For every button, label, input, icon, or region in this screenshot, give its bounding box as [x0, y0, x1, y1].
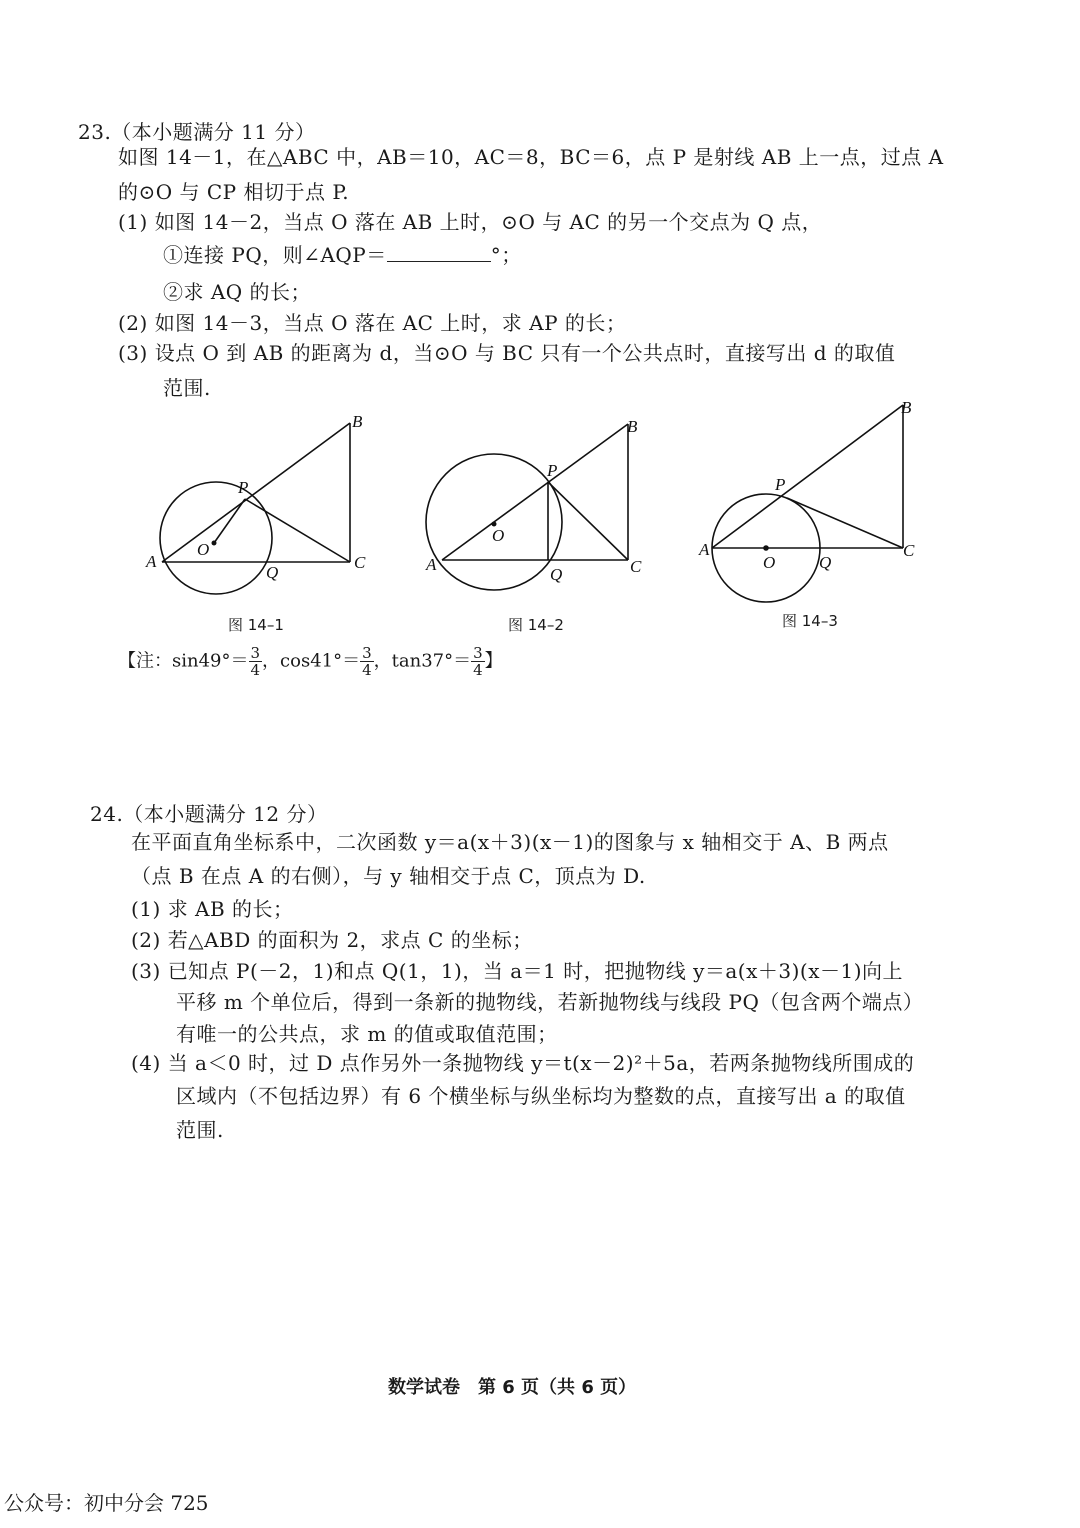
- fig3-label-q: Q: [819, 553, 832, 572]
- q23-part1b: ②求 AQ 的长；: [163, 280, 312, 304]
- fig2-label-o: O: [492, 526, 505, 545]
- q23-part2: (2) 如图 14－3，当点 O 落在 AC 上时，求 AP 的长；: [118, 311, 627, 335]
- q24-part3a: (3) 已知点 P(－2，1)和点 Q(1，1)，当 a＝1 时，把抛物线 y＝a(x＋3)(x－1)向上: [131, 959, 904, 983]
- fig1-segment-ab: [162, 423, 350, 562]
- page-footer: 数学试卷 第 6 页（共 6 页）: [388, 1377, 637, 1398]
- fig1-point-o: [212, 541, 217, 546]
- q23-part3: (3) 设点 O 到 AB 的距离为 d，当⊙O 与 BC 只有一个公共点时，直接写出 d 的取值: [118, 341, 896, 365]
- note-sin: sin49°＝: [172, 650, 249, 672]
- figure-14-3: [695, 395, 935, 610]
- note-fraction-1: [249, 645, 263, 678]
- q23-part3b: 范围.: [163, 376, 211, 400]
- fig1-label-b: B: [352, 412, 363, 431]
- fig2-caption: 图 14–2: [508, 616, 564, 634]
- q23-part1a-post: °；: [490, 243, 522, 267]
- fig1-segment-pc: [245, 499, 350, 562]
- fig3-label-o: O: [763, 553, 776, 572]
- note-close: 】: [484, 650, 503, 672]
- fig2-label-a: A: [426, 555, 437, 574]
- fig1-label-q: Q: [266, 563, 279, 582]
- q24-line1: 在平面直角坐标系中，二次函数 y＝a(x＋3)(x－1)的图象与 x 轴相交于 A、B 两点: [131, 830, 889, 854]
- fig2-segment-pc: [548, 482, 628, 560]
- fig3-label-a: A: [699, 540, 710, 559]
- fig3-label-c: C: [903, 541, 915, 560]
- note-fraction-2: [360, 645, 374, 678]
- fig1-label-a: A: [146, 552, 157, 571]
- watermark-text: 公众号：初中分会 725: [4, 1491, 209, 1515]
- answer-blank: [387, 243, 491, 262]
- q24-header: 24.（本小题满分 12 分）: [90, 802, 328, 826]
- q24-part4b: 区域内（不包括边界）有 6 个横坐标与纵坐标均为整数的点，直接写出 a 的取值: [176, 1084, 906, 1108]
- fig3-label-p: P: [775, 475, 786, 494]
- q23-header: 23.（本小题满分 11 分）: [78, 120, 316, 144]
- figure-14-2: [420, 410, 660, 605]
- fraction-numerator: 3: [362, 644, 372, 662]
- note-open: 【注：: [118, 650, 172, 672]
- note-cos: ，cos41°＝: [262, 650, 361, 672]
- q24-part2: (2) 若△ABD 的面积为 2，求点 C 的坐标；: [131, 928, 533, 952]
- q23-line1: 如图 14－1，在△ABC 中，AB＝10，AC＝8，BC＝6，点 P 是射线 AB 上一点，过点 A: [118, 145, 944, 169]
- q23-part1: (1) 如图 14－2，当点 O 落在 AB 上时，⊙O 与 AC 的另一个交点为 Q 点，: [118, 210, 823, 234]
- fig3-label-b: B: [901, 398, 912, 417]
- fig3-caption: 图 14–3: [782, 612, 838, 630]
- fig2-segment-ab: [442, 424, 628, 560]
- fig1-label-p: P: [238, 478, 249, 497]
- fig3-segment-pc: [787, 498, 903, 548]
- fig3-segment-ab: [712, 405, 903, 548]
- fig2-label-c: C: [630, 557, 642, 576]
- q24-part3c: 有唯一的公共点，求 m 的值或取值范围；: [176, 1022, 558, 1046]
- fig1-label-o: O: [197, 540, 210, 559]
- q23-part1a-pre: ①连接 PQ，则∠AQP＝: [163, 243, 387, 267]
- figure-14-1: [130, 405, 390, 605]
- q24-part3b: 平移 m 个单位后，得到一条新的抛物线，若新抛物线与线段 PQ（包含两个端点）: [176, 990, 924, 1014]
- fraction-denominator: 4: [250, 661, 261, 679]
- q23-line2: 的⊙O 与 CP 相切于点 P.: [118, 180, 350, 204]
- fig1-label-c: C: [354, 553, 366, 572]
- fig2-label-p: P: [547, 461, 558, 480]
- fraction-denominator: 4: [473, 661, 483, 679]
- q24-part4a: (4) 当 a＜0 时，过 D 点作另外一条抛物线 y＝t(x－2)²＋5a，若两条抛物线所围成的: [131, 1051, 915, 1075]
- q24-part1: (1) 求 AB 的长；: [131, 897, 294, 921]
- q24-line2: （点 B 在点 A 的右侧），与 y 轴相交于点 C，顶点为 D.: [131, 864, 646, 888]
- fig3-point-o: [763, 545, 769, 551]
- fraction-numerator: 3: [250, 644, 261, 662]
- q24-part4c: 范围.: [176, 1118, 224, 1142]
- q23-note: [118, 645, 503, 678]
- fig1-caption: 图 14–1: [228, 616, 284, 634]
- fig2-label-b: B: [627, 417, 638, 436]
- fig2-label-q: Q: [550, 565, 563, 584]
- note-fraction-3: [471, 645, 485, 678]
- fraction-denominator: 4: [362, 661, 372, 679]
- fraction-numerator: 3: [473, 644, 483, 662]
- q23-part1a: [163, 239, 522, 268]
- note-tan: ，tan37°＝: [373, 650, 472, 672]
- fig1-circle-o: [160, 482, 272, 594]
